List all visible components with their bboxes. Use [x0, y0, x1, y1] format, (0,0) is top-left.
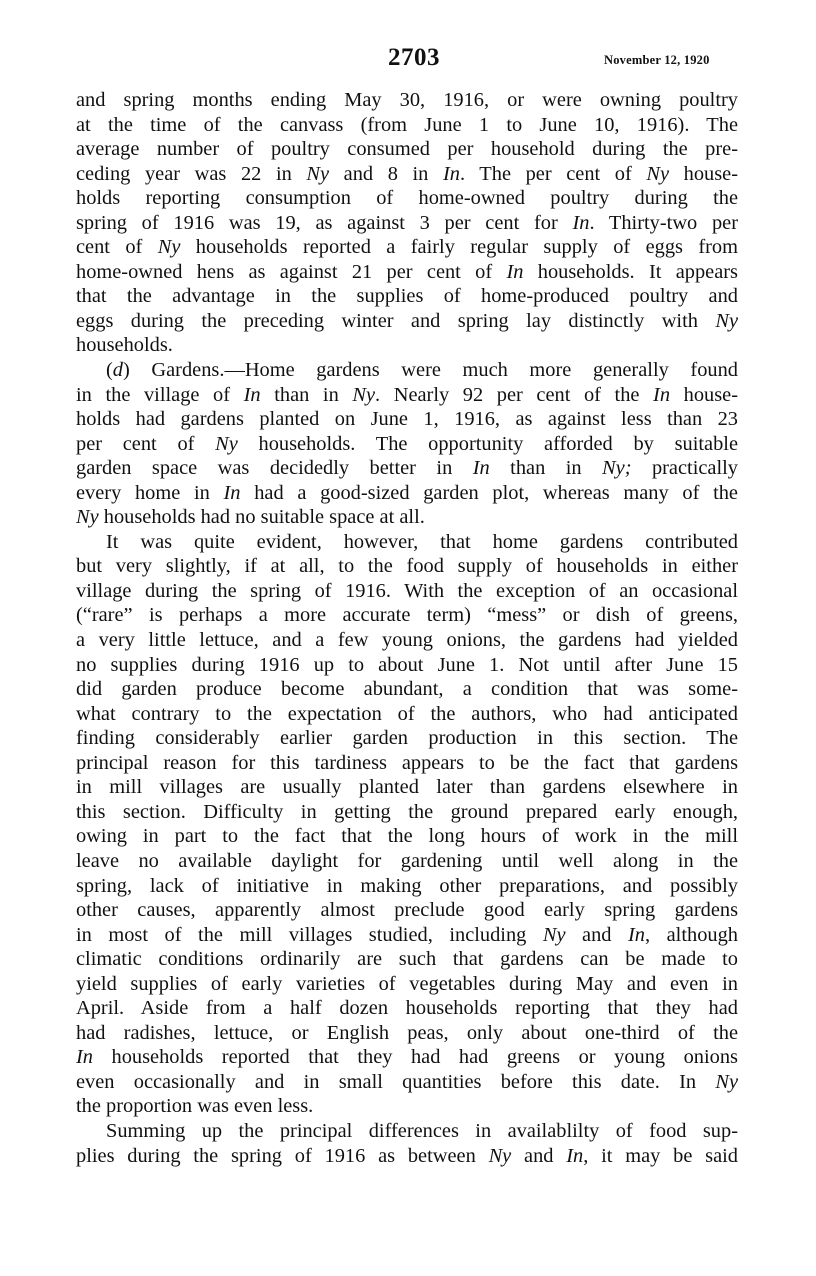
text-line	[76, 407, 738, 432]
text-run: cent of	[76, 236, 158, 259]
text-run: spring, lack of initiative in making other preparations, and possibly	[76, 874, 738, 897]
text-line	[76, 702, 738, 727]
italic-text: In	[243, 383, 261, 406]
text-run: households reported a fairly regular supply of eggs from	[180, 236, 738, 259]
text-line	[76, 260, 738, 285]
text-run: households.	[76, 334, 173, 357]
text-line	[76, 530, 738, 555]
italic-text: Ny	[715, 1070, 738, 1093]
text-run: average number of poultry consumed per household during the pre-	[76, 138, 738, 161]
text-run: what contrary to the expectation of the authors, who had anticipated	[76, 702, 738, 725]
text-run: no supplies during 1916 up to about June 1. Not until after June 15	[76, 653, 738, 676]
text-line	[76, 88, 738, 113]
text-run: that the advantage in the supplies of home-produced poultry and	[76, 285, 738, 308]
text-run: holds reporting consumption of home-owned poultry during the	[76, 187, 738, 210]
text-line	[76, 874, 738, 899]
text-run: garden space was decidedly better in	[76, 457, 473, 480]
text-run: house-	[670, 383, 739, 406]
text-run: , although	[645, 923, 738, 946]
text-run: per cent of	[76, 432, 216, 455]
italic-text: In	[442, 162, 460, 185]
text-line	[76, 383, 738, 408]
text-run: the proportion was even less.	[76, 1095, 314, 1118]
text-run: than in	[489, 457, 603, 480]
text-run: practically	[631, 457, 738, 480]
text-run: holds had gardens planted on June 1, 1916, as against less than 23	[76, 408, 738, 431]
text-line	[76, 113, 738, 138]
text-run: yield supplies of early varieties of vegetables during May and even in	[76, 972, 738, 995]
text-line	[76, 1094, 738, 1119]
text-line	[76, 1070, 738, 1095]
text-line	[76, 996, 738, 1021]
text-run: eggs during the preceding winter and spring lay distinctly with	[76, 309, 716, 332]
text-run: at the time of the canvass (from June 1 to June 10, 1916). The	[76, 113, 738, 136]
italic-text: Ny	[646, 162, 670, 185]
text-line	[76, 898, 738, 923]
text-run: other causes, apparently almost preclude good early spring gardens	[76, 899, 738, 922]
italic-text: Ny;	[602, 457, 632, 480]
text-run: owing in part to the fact that the long hours of work in the mill	[76, 825, 738, 848]
paragraph	[76, 1119, 738, 1168]
text-run: had radishes, lettuce, or English peas, only about one-third of the	[76, 1021, 738, 1044]
italic-text: In	[653, 383, 671, 406]
text-run: ) Gardens.—Home gardens were much more generally found	[123, 359, 738, 382]
text-run: and	[565, 923, 629, 946]
paragraph	[76, 530, 738, 1119]
text-run: than in	[260, 383, 353, 406]
text-run: but very slightly, if at all, to the food supply of households in either	[76, 555, 738, 578]
text-run: did garden produce become abundant, a condition that was some-	[76, 678, 738, 701]
text-line	[76, 677, 738, 702]
page-header	[0, 44, 816, 78]
text-line	[76, 849, 738, 874]
page-number: 2703	[388, 44, 440, 71]
text-line	[76, 775, 738, 800]
text-run: climatic conditions ordinarily are such that gardens can be made to	[76, 948, 738, 971]
text-line	[76, 726, 738, 751]
italic-text: In	[506, 260, 524, 283]
text-line	[76, 554, 738, 579]
page-date: November 12, 1920	[604, 53, 710, 67]
text-line	[76, 284, 738, 309]
text-line	[76, 211, 738, 236]
italic-text: Ny	[488, 1144, 512, 1167]
text-run: principal reason for this tardiness appears to be the fact that gardens	[76, 751, 738, 774]
text-run: even occasionally and in small quantities before this date. In	[76, 1070, 716, 1093]
text-run: . Nearly 92 per cent of the	[375, 383, 654, 406]
text-line	[76, 603, 738, 628]
text-run: leave no available daylight for gardening until well along in the	[76, 849, 738, 872]
text-line	[76, 456, 738, 481]
text-run: had a good-sized garden plot, whereas many of the	[240, 481, 738, 504]
text-line	[76, 1045, 738, 1070]
text-run: house-	[669, 162, 739, 185]
text-line	[76, 972, 738, 997]
text-run: spring of 1916 was 19, as against 3 per cent for	[76, 211, 573, 234]
text-run: and 8 in	[329, 162, 443, 185]
text-run: (“rare” is perhaps a more accurate term) “mess” or dish of greens,	[76, 604, 738, 627]
text-run: in the village of	[76, 383, 244, 406]
text-line	[76, 358, 738, 383]
text-run: It was quite evident, however, that home gardens contributed	[106, 530, 738, 553]
italic-text: Ny	[542, 923, 566, 946]
italic-text: In	[223, 481, 241, 504]
body-text	[76, 88, 738, 1168]
text-run: village during the spring of 1916. With the exception of an occasional	[76, 579, 738, 602]
text-line	[76, 1021, 738, 1046]
paragraph	[76, 88, 738, 358]
text-run: households had no suitable space at all.	[98, 506, 425, 529]
italic-text: Ny	[157, 236, 181, 259]
text-run: households. It appears	[523, 260, 738, 283]
text-run: ceding year was 22 in	[76, 162, 307, 185]
text-run: . Thirty-two per	[589, 211, 738, 234]
text-line	[76, 186, 738, 211]
text-run: plies during the spring of 1916 as between	[76, 1144, 489, 1167]
text-run: and spring months ending May 30, 1916, or were owning poultry	[76, 89, 738, 111]
italic-text: In	[572, 211, 590, 234]
text-run: this section. Difficulty in getting the ground prepared early enough,	[76, 800, 738, 823]
italic-text: Ny	[715, 309, 738, 332]
text-run: Summing up the principal differences in availablilty of food sup-	[106, 1119, 738, 1142]
text-run: in mill villages are usually planted later than gardens elsewhere in	[76, 776, 738, 799]
italic-text: In	[628, 923, 646, 946]
italic-text: Ny	[76, 506, 99, 529]
italic-text: In	[472, 457, 490, 480]
text-run: finding considerably earlier garden production in this section. The	[76, 727, 738, 750]
italic-text: Ny	[215, 432, 238, 455]
text-run: a very little lettuce, and a few young onions, the gardens had yielded	[76, 629, 738, 652]
text-line	[76, 923, 738, 948]
text-line	[76, 947, 738, 972]
text-run: , it may be said	[583, 1144, 738, 1167]
italic-text: d	[112, 359, 123, 382]
italic-text: Ny	[352, 383, 376, 406]
italic-text: In	[566, 1144, 584, 1167]
text-line	[76, 162, 738, 187]
text-line	[76, 137, 738, 162]
text-line	[76, 800, 738, 825]
text-run: (	[106, 359, 113, 382]
text-run: and	[511, 1144, 567, 1167]
text-run: households. The opportunity afforded by suitable	[237, 432, 738, 455]
text-line	[76, 309, 738, 334]
text-line	[76, 333, 738, 358]
text-line	[76, 432, 738, 457]
text-line	[76, 628, 738, 653]
text-run: every home in	[76, 481, 224, 504]
text-line	[76, 1119, 738, 1144]
italic-text: In	[76, 1046, 93, 1069]
italic-text: Ny	[306, 162, 330, 185]
text-run: home-owned hens as against 21 per cent of	[76, 260, 507, 283]
text-line	[76, 579, 738, 604]
text-line	[76, 505, 738, 530]
text-run: . The per cent of	[459, 162, 647, 185]
paragraph	[76, 358, 738, 530]
text-line	[76, 751, 738, 776]
text-line	[76, 235, 738, 260]
text-line	[76, 824, 738, 849]
text-line	[76, 653, 738, 678]
text-run: households reported that they had had greens or young onions	[93, 1046, 738, 1069]
text-line	[76, 1144, 738, 1169]
text-line	[76, 481, 738, 506]
text-run: April. Aside from a half dozen households reporting that they had	[76, 997, 738, 1020]
text-run: in most of the mill villages studied, including	[76, 923, 543, 946]
